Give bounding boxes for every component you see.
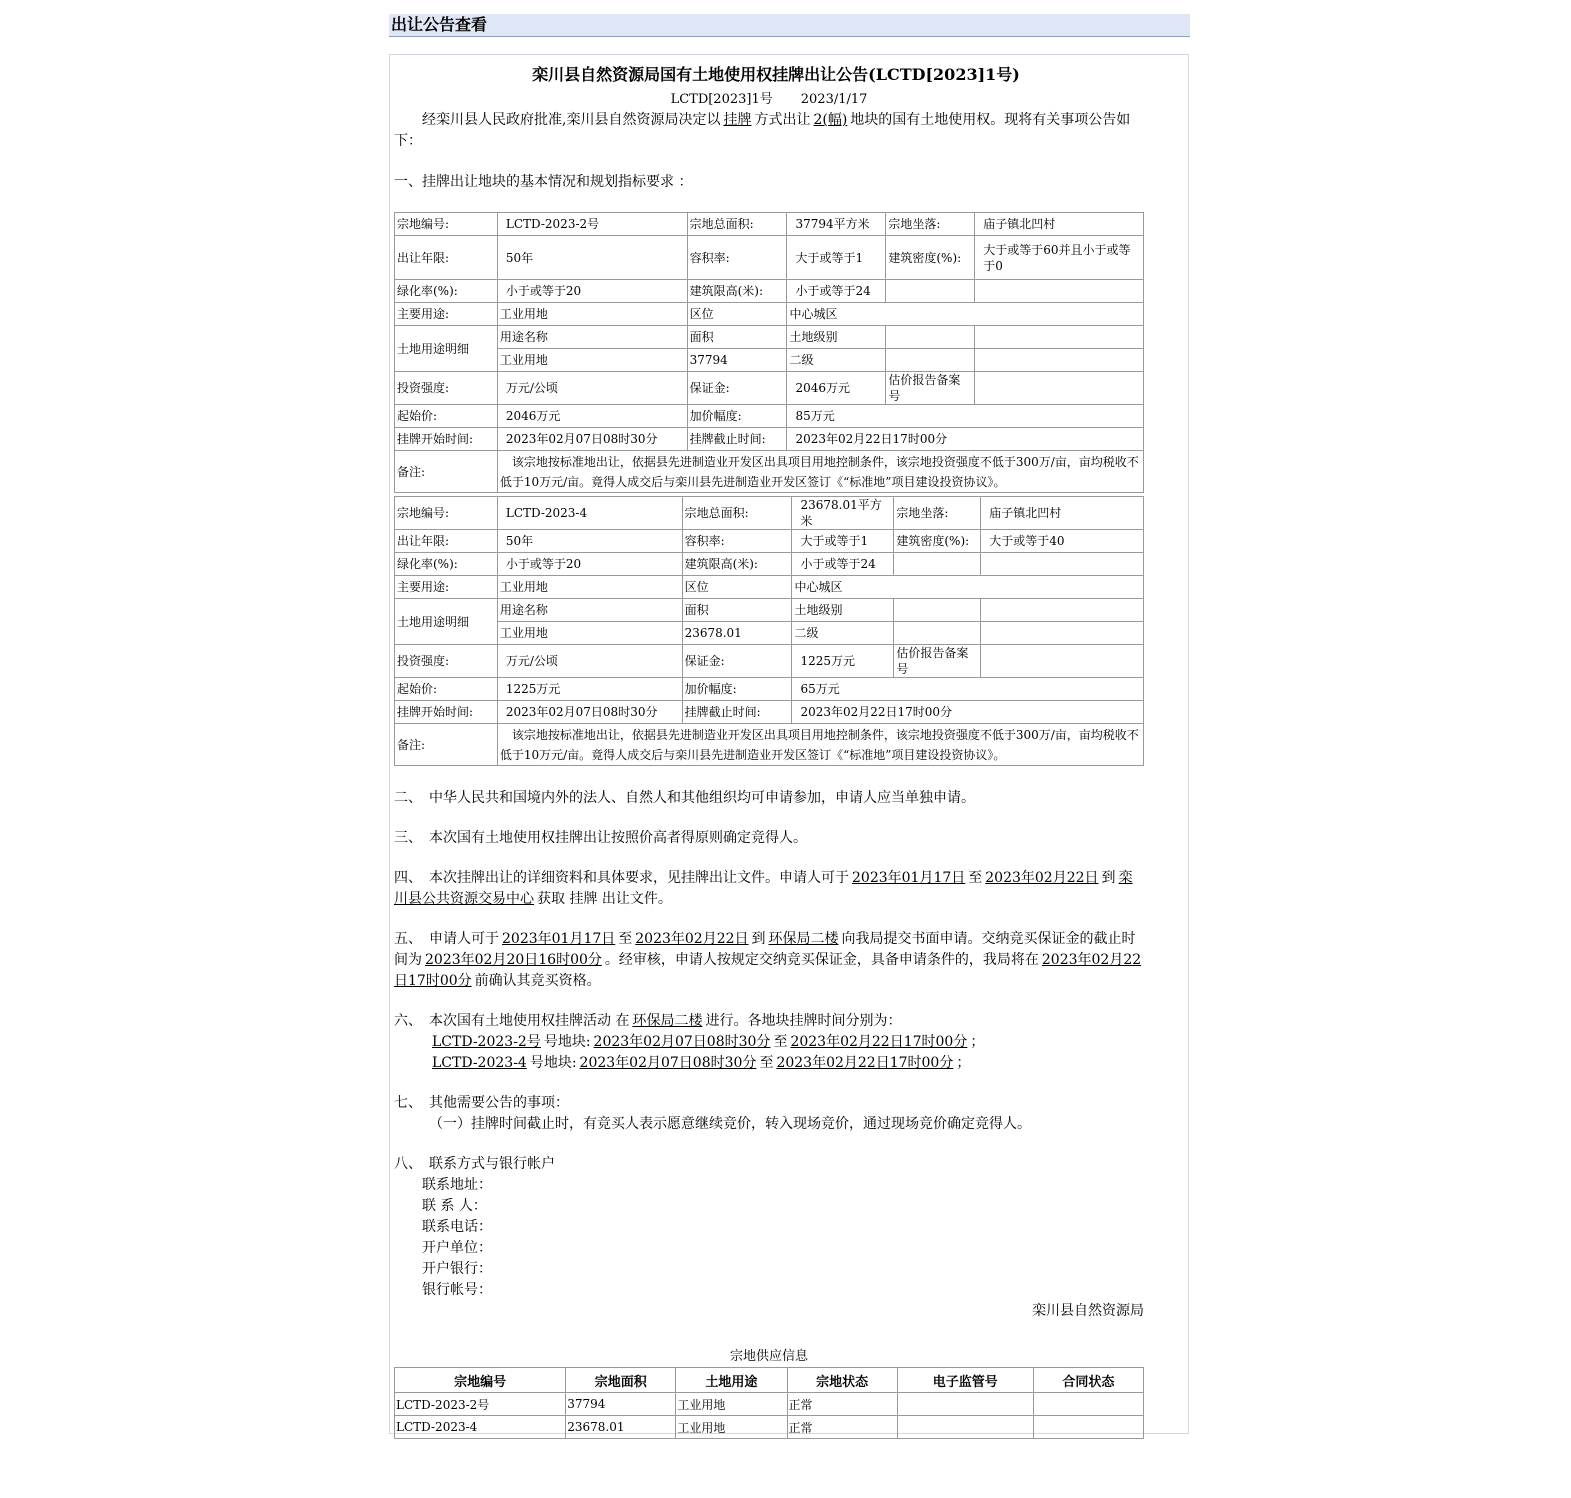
date-start: 2023年01月17日 [852,870,966,886]
section-6: 六、 本次国有土地使用权挂牌活动 在 环保局二楼 进行。各地块挂牌时间分别为： [394,1013,902,1029]
table-row: 宗地编号: LCTD-2023-4 宗地总面积: 23678.01平方米 宗地坐落: 庙子镇北凹村 [395,497,1144,530]
section-5: 五、 申请人可于 2023年01月17日 至 2023年02月22日 到 环保局二楼 向我局提交书面申请。交纳竞买保证金的截止时间为 2023年02月20日16时00分 。经审核，申请人按规定交纳竞买保证金，具备申请条件的，我局将在 2023年02月22日17时00分 前确认其竞买资格。 [394,931,1142,989]
table-row: 主要用途: 工业用地 区位 中心城区 [395,576,1144,599]
contact-info [394,1175,1144,1301]
list-item: LCTD-2023-4 号地块: 2023年02月07日08时30分 至 2023年02月22日17时00分 ； [432,1055,971,1071]
table-row: 备注: 该宗地按标准地出让，依据县先进制造业开发区出具项目用地控制条件，该宗地投资强度不低于300万/亩，亩均税收不低于10万元/亩。竟得人成交后与栾川县先进制造业开发区签订《“标准地”项目建设投资协议》。 [395,451,1144,493]
contact-phone: 联系电话： [422,1219,492,1235]
table-row: 土地用途明细 用途名称 面积 土地级别 [395,599,1144,622]
table-row: 宗地编号: LCTD-2023-2号 宗地总面积: 37794平方米 宗地坐落: 庙子镇北凹村 [395,213,1144,236]
table-row: 挂牌开始时间: 2023年02月07日08时30分 挂牌截止时间: 2023年02月22日17时00分 [395,701,1144,724]
table-row: 土地用途明细 用途名称 面积 土地级别 [395,326,1144,349]
notice-panel [389,54,1189,1434]
bank-account: 银行帐号： [422,1282,492,1298]
supply-table [394,1367,1144,1439]
table-row: 出让年限: 50年 容积率: 大于或等于1 建筑密度(%): 大于或等于40 [395,530,1144,553]
table-row: 起始价: 2046万元 加价幅度: 85万元 [395,405,1144,428]
date-end: 2023年02月22日 [635,931,749,947]
contact-address: 联系地址： [422,1177,492,1193]
section-3: 三、 本次国有土地使用权挂牌出让按照价高者得原则确定竞得人。 [394,830,807,846]
table-row: 绿化率(%): 小于或等于20 建筑限高(米): 小于或等于24 [395,553,1144,576]
intro-count: 2(幅) [813,112,848,128]
date-start: 2023年01月17日 [502,931,616,947]
intro-paragraph: 经栾川县人民政府批准,栾川县自然资源局决定以 挂牌 方式出让 2(幅) 地块的国有土地使用权。现将有关事项公告如下： [394,112,1131,149]
notice-content [394,55,1144,1439]
confirm-deadline: 2023年02月22日17时00分 [394,952,1142,989]
notice-date: 2023/1/17 [800,92,868,107]
table-row: 出让年限: 50年 容积率: 大于或等于1 建筑密度(%): 大于或等于60并且小于或等于0 [395,236,1144,280]
table-row: 挂牌开始时间: 2023年02月07日08时30分 挂牌截止时间: 2023年02月22日17时00分 [395,428,1144,451]
section-1-heading: 一、挂牌出让地块的基本情况和规划指标要求 ： [394,174,693,190]
notice-meta [394,90,1144,110]
table-row: 工业用地 23678.01 二级 [395,622,1144,645]
table-header: 宗地编号 宗地面积 土地用途 宗地状态 电子监管号 合同状态 [395,1368,1144,1393]
page-title: 出让公告查看 [391,15,488,34]
place: 栾川县公共资源交易中心 [394,870,1133,907]
supply-caption: 宗地供应信息 [729,1349,808,1364]
list-item: LCTD-2023-2号 号地块: 2023年02月07日08时30分 至 2023年02月22日17时00分 ； [432,1034,985,1050]
signature: 栾川县自然资源局 [1032,1303,1144,1319]
place: 环保局二楼 [768,931,839,947]
intro-method: 挂牌 [723,112,752,128]
table-row: 起始价: 1225万元 加价幅度: 65万元 [395,678,1144,701]
section-7: 七、 其他需要公告的事项： [394,1095,569,1111]
table-row: 备注: 该宗地按标准地出让，依据县先进制造业开发区出具项目用地控制条件，该宗地投资强度不低于300万/亩，亩均税收不低于10万元/亩。竟得人成交后与栾川县先进制造业开发区签订《“标准地”项目建设投资协议》。 [395,724,1144,766]
notice-title: 栾川县自然资源局国有土地使用权挂牌出让公告(LCTD[2023]1号) [532,65,1020,84]
contact-person: 联 系 人： [422,1198,487,1214]
date-end: 2023年02月22日 [985,870,1099,886]
section-4: 四、 本次挂牌出让的详细资料和具体要求，见挂牌出让文件。申请人可于 2023年01月17日 至 2023年02月22日 到 栾川县公共资源交易中心 获取 挂牌 出让文件。 [394,870,1133,907]
bank: 开户银行： [422,1261,492,1277]
section-2: 二、 中华人民共和国境内外的法人、自然人和其他组织均可申请参加，申请人应当单独申请。 [394,790,975,806]
section-7-item: （一）挂牌时间截止时，有竞买人表示愿意继续竞价，转入现场竞价，通过现场竞价确定竞得人。 [429,1116,1031,1132]
table-row: 投资强度: 万元/公顷 保证金: 1225万元 估价报告备案号 [395,645,1144,678]
parcel-table [394,212,1144,493]
table-row: LCTD-2023-4 23678.01 工业用地 正常 [395,1416,1144,1439]
account-unit: 开户单位： [422,1240,492,1256]
table-row: 工业用地 37794 二级 [395,349,1144,372]
place: 环保局二楼 [632,1013,703,1029]
page-header [389,14,1190,37]
table-row: 投资强度: 万元/公顷 保证金: 2046万元 估价报告备案号 [395,372,1144,405]
parcel-table [394,496,1144,766]
table-row: 绿化率(%): 小于或等于20 建筑限高(米): 小于或等于24 [395,280,1144,303]
notice-number: LCTD[2023]1号 [670,92,773,107]
table-row: LCTD-2023-2号 37794 工业用地 正常 [395,1393,1144,1416]
deposit-deadline: 2023年02月20日16时00分 [425,952,602,968]
table-row: 主要用途: 工业用地 区位 中心城区 [395,303,1144,326]
section-8: 八、 联系方式与银行帐户 [394,1156,555,1172]
